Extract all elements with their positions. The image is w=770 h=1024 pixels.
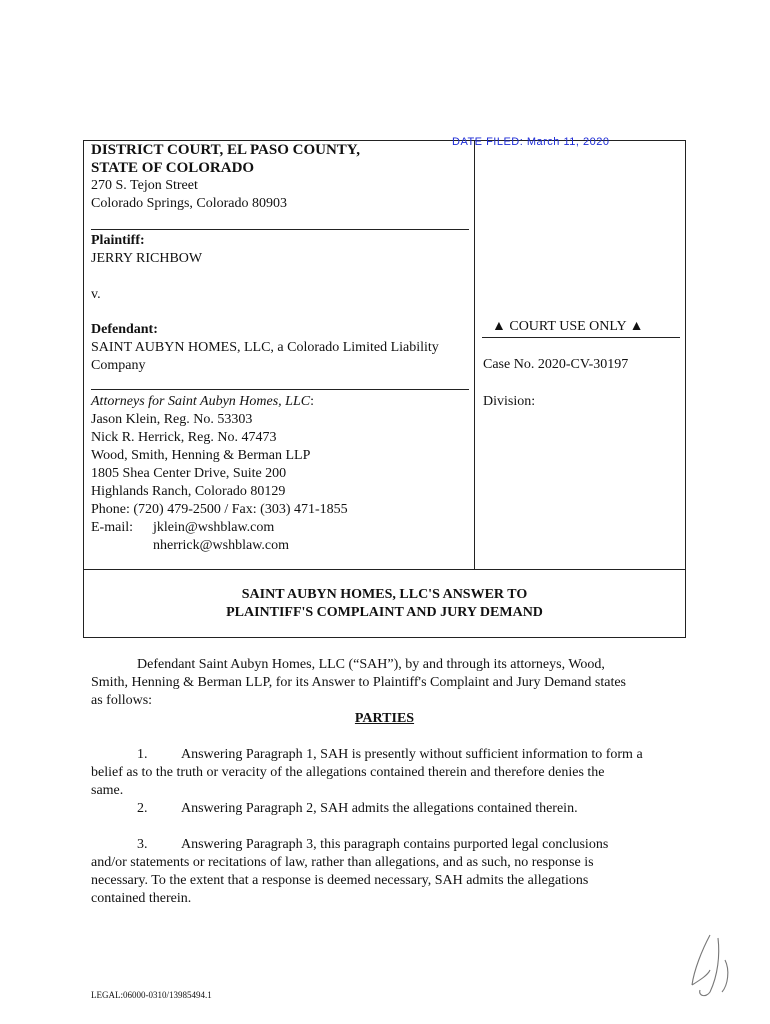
date-filed-stamp: DATE FILED: March 11, 2020: [452, 136, 610, 148]
document-title: [83, 586, 686, 622]
intro-line2: Smith, Henning & Berman LLP, for its Answer to Plaintiff's Complaint and Jury Demand states: [91, 675, 626, 690]
attorney-email2: nherrick@wshblaw.com: [153, 538, 290, 553]
paragraph-3-line2: and/or statements or recitations of law, rather than allegations, and as such, no response is: [91, 855, 594, 870]
paragraph-1-line3: same.: [91, 783, 124, 798]
court-address-line2: Colorado Springs, Colorado 80903: [91, 196, 287, 211]
attorney-line2: Nick R. Herrick, Reg. No. 47473: [91, 430, 277, 445]
attorney-line4: 1805 Shea Center Drive, Suite 200: [91, 466, 287, 481]
court-name-line2: STATE OF COLORADO: [91, 160, 255, 176]
caption-title-divider: [83, 569, 686, 570]
defendant-line1: SAINT AUBYN HOMES, LLC, a Colorado Limited Liability: [91, 340, 439, 355]
court-address-line1: 270 S. Tejon Street: [91, 178, 198, 193]
plaintiff-name: JERRY RICHBOW: [91, 251, 203, 266]
paragraph-3-line4: contained therein.: [91, 891, 192, 906]
intro-line1: Defendant Saint Aubyn Homes, LLC (“SAH”), by and through its attorneys, Wood,: [137, 657, 605, 672]
document-id-footer: LEGAL:06000-0310/13985494.1: [91, 990, 212, 1000]
paragraph-2-line1: Answering Paragraph 2, SAH admits the allegations contained therein.: [181, 801, 578, 816]
court-name-line1: DISTRICT COURT, EL PASO COUNTY,: [91, 142, 360, 158]
intro-line3: as follows:: [91, 693, 153, 708]
case-number: Case No. 2020-CV-30197: [483, 357, 629, 372]
paragraph-3-line3: necessary. To the extent that a response is deemed necessary, SAH admits the allegations: [91, 873, 589, 888]
court-section-rule: [91, 229, 469, 230]
paragraph-3: [91, 836, 691, 908]
paragraph-1-line2: belief as to the truth or veracity of the allegations contained therein and therefore denies the: [91, 765, 605, 780]
initials-signature: [680, 930, 740, 1000]
attorney-line5: Highlands Ranch, Colorado 80129: [91, 484, 286, 499]
paragraph-2-number: 2.: [137, 801, 148, 816]
attorney-email1: jklein@wshblaw.com: [153, 520, 275, 535]
document-title-line2: PLAINTIFF'S COMPLAINT AND JURY DEMAND: [226, 605, 543, 620]
paragraph-1-line1: Answering Paragraph 1, SAH is presently without sufficient information to form a: [181, 747, 643, 762]
section-heading-parties: PARTIES: [354, 711, 415, 726]
court-use-only: ▲ COURT USE ONLY ▲: [492, 319, 644, 334]
defendant-label: Defendant:: [91, 322, 158, 337]
document-title-line1: SAINT AUBYN HOMES, LLC'S ANSWER TO: [241, 587, 528, 602]
attorneys-label: Attorneys for Saint Aubyn Homes, LLC:: [91, 394, 314, 409]
paragraph-3-number: 3.: [137, 837, 148, 852]
intro-paragraph: [91, 656, 691, 710]
court-use-rule: [482, 337, 680, 338]
paragraph-2: [91, 800, 691, 818]
versus: v.: [91, 287, 101, 302]
paragraph-1: [91, 746, 691, 800]
plaintiff-label: Plaintiff:: [91, 233, 145, 248]
attorney-line1: Jason Klein, Reg. No. 53303: [91, 412, 253, 427]
defendant-line2: Company: [91, 358, 146, 373]
paragraph-1-number: 1.: [137, 747, 148, 762]
parties-section-rule: [91, 389, 469, 390]
attorney-phone: Phone: (720) 479-2500 / Fax: (303) 471-1855: [91, 502, 348, 517]
caption-vertical-divider: [474, 140, 475, 569]
attorney-email-label: E-mail:: [91, 520, 133, 535]
paragraph-3-line1: Answering Paragraph 3, this paragraph contains purported legal conclusions: [181, 837, 609, 852]
division-label: Division:: [483, 394, 536, 409]
attorney-line3: Wood, Smith, Henning & Berman LLP: [91, 448, 311, 463]
